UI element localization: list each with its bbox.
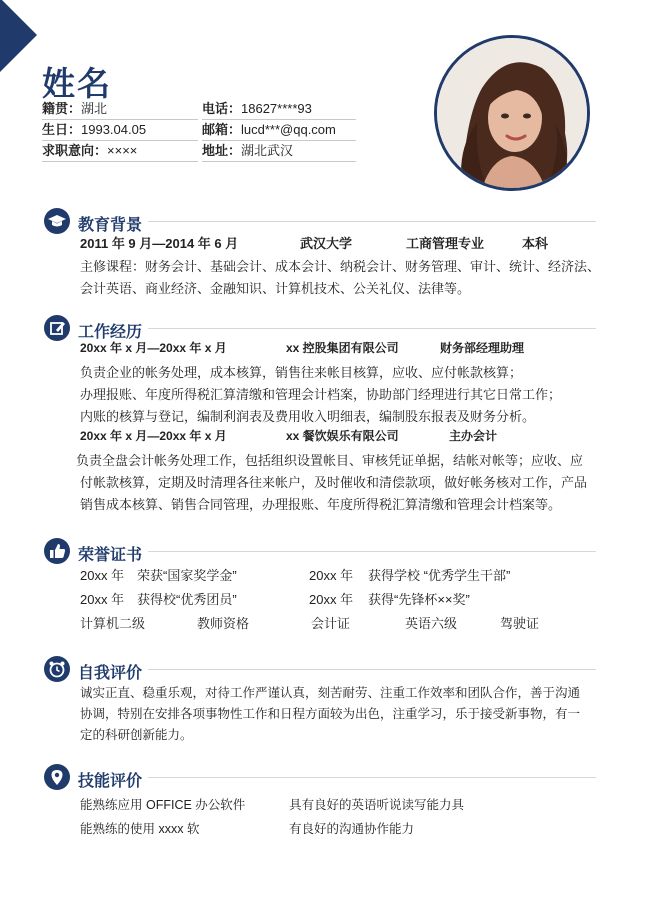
hometown-value: 湖北 <box>81 101 108 116</box>
honor2-year: 20xx 年 <box>309 568 354 583</box>
portrait-illustration <box>437 38 587 188</box>
intent-label: 求职意向： <box>42 143 108 158</box>
info-birth <box>42 120 198 141</box>
job2-line1: 负责全盘会计帐务处理工作，包括组织设置帐目、审核凭证单据，结帐对帐等；应收、应 <box>76 453 584 468</box>
section-divider <box>148 669 596 670</box>
edu-major: 工商管理专业 <box>406 236 485 251</box>
job1-line1: 负责企业的帐务处理，成本核算，销售往来帐目核算，应收、应付帐款核算； <box>80 365 523 380</box>
intent-value: ×××× <box>107 143 138 158</box>
job2-company: xx 餐饮娱乐有限公司 <box>286 429 399 443</box>
corner-decoration <box>0 0 37 72</box>
job1-period: 20xx 年 x 月—20xx 年 x 月 <box>80 341 227 355</box>
cert-item: 教师资格 <box>197 616 250 631</box>
honor4-year: 20xx 年 <box>309 592 354 607</box>
address-label: 地址： <box>202 143 242 158</box>
honor2-text: 获得学校 “优秀学生干部” <box>368 568 511 583</box>
cert-item: 会计证 <box>311 616 351 631</box>
section-divider <box>148 777 596 778</box>
skill-item: 能熟练应用 OFFICE 办公软件 <box>80 798 246 812</box>
section-title-skills: 技能评价 <box>78 773 143 790</box>
alarm-clock-icon <box>44 656 70 682</box>
job2-line3: 销售成本核算、销售合同管理，办理报账、年度所得税汇算清缴和管理会计档案等。 <box>80 497 562 512</box>
honor1-year: 20xx 年 <box>80 568 125 583</box>
info-intent <box>42 141 198 162</box>
edu-period: 2011 年 9 月—2014 年 6 月 <box>80 236 239 251</box>
self-eval-line2: 协调，特别在安排各项事物性工作和日程方面较为出色，注重学习，乐于接受新事物，有一 <box>80 707 581 721</box>
edu-degree: 本科 <box>522 236 549 251</box>
birth-label: 生日： <box>42 122 82 137</box>
graduation-cap-icon <box>44 208 70 234</box>
job1-company: xx 控股集团有限公司 <box>286 341 399 355</box>
honor4-text: 获得“先锋杯××奖” <box>368 592 470 607</box>
self-eval-line3: 定的科研创新能力。 <box>80 728 193 742</box>
edu-school: 武汉大学 <box>300 236 353 251</box>
honor1-text: 荣获“国家奖学金” <box>137 568 237 583</box>
edit-icon <box>44 315 70 341</box>
job2-period: 20xx 年 x 月—20xx 年 x 月 <box>80 429 227 443</box>
job1-line3: 内账的核算与登记，编制利润表及费用收入明细表，编制股东报表及财务分析。 <box>80 409 536 424</box>
skill-item: 具有良好的英语听说读写能力具 <box>289 798 465 812</box>
profile-photo <box>434 35 590 191</box>
honor3-year: 20xx 年 <box>80 592 125 607</box>
info-email <box>202 120 356 141</box>
section-divider <box>148 328 596 329</box>
job2-position: 主办会计 <box>449 429 498 443</box>
cert-item: 英语六级 <box>405 616 458 631</box>
phone-label: 电话： <box>202 101 242 116</box>
section-title-honors: 荣誉证书 <box>78 547 143 564</box>
email-label: 邮箱： <box>202 122 242 137</box>
email-value: lucd***@qq.com <box>241 122 336 137</box>
job2-line2: 付帐款核算，定期及时清理各往来帐户，及时催收和清偿款项，做好帐务核对工作，产品 <box>80 475 588 490</box>
cert-item: 驾驶证 <box>500 616 540 631</box>
section-divider <box>148 221 596 222</box>
section-title-work: 工作经历 <box>78 324 143 341</box>
cert-item: 计算机二级 <box>80 616 146 631</box>
thumbs-up-icon <box>44 538 70 564</box>
job1-line2: 办理报账、年度所得税汇算清缴和管理会计档案，协助部门经理进行其它日常工作； <box>80 387 562 402</box>
skill-item: 有良好的沟通协作能力 <box>289 822 415 836</box>
honor3-text: 获得校“优秀团员” <box>137 592 237 607</box>
section-title-self-eval: 自我评价 <box>78 665 143 682</box>
hometown-label: 籍贯： <box>42 101 82 116</box>
info-hometown <box>42 99 198 120</box>
self-eval-line1: 诚实正直、稳重乐观，对待工作严谨认真，刻苦耐劳、注重工作效率和团队合作，善于沟通 <box>80 686 581 700</box>
pin-icon <box>44 764 70 790</box>
address-value: 湖北武汉 <box>241 143 294 158</box>
phone-value: 18627****93 <box>241 101 312 116</box>
edu-courses-line2: 会计英语、商业经济、金融知识、计算机技术、公关礼仪、法律等。 <box>80 281 471 296</box>
birth-value: 1993.04.05 <box>81 122 147 137</box>
skill-item: 能熟练的使用 xxxx 软 <box>80 822 200 836</box>
page-title: 姓名 <box>42 65 112 102</box>
section-title-education: 教育背景 <box>78 217 143 234</box>
job1-position: 财务部经理助理 <box>440 341 525 355</box>
section-divider <box>148 551 596 552</box>
info-address <box>202 141 356 162</box>
edu-courses-line1: 主修课程：财务会计、基础会计、成本会计、纳税会计、财务管理、审计、统计、经济法、 <box>80 259 601 274</box>
info-phone <box>202 99 356 120</box>
